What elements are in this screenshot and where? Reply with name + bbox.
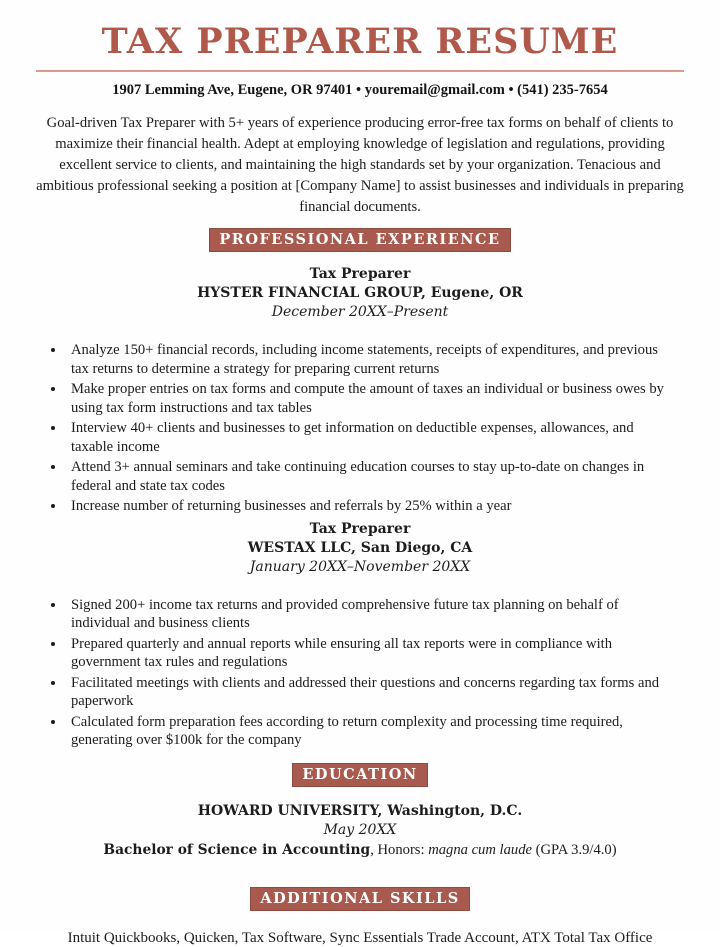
job-2-dates: January 20XX–November 20XX (249, 558, 471, 575)
section-heading-professional-experience: PROFESSIONAL EXPERIENCE (209, 228, 510, 252)
section-education-heading-row (0, 763, 720, 787)
education-honors-value: magna cum laude (428, 841, 532, 858)
job-2-bullet: • Signed 200+ income tax returns and provided comprehensive future tax planning on behalf of individual and business clients (66, 596, 678, 633)
job-1-bullet: • Increase number of returning businesses and referrals by 25% within a year (66, 497, 678, 516)
job-2-company: WESTAX LLC, San Diego, CA (247, 539, 473, 556)
job-2-bullet: • Facilitated meetings with clients and addressed their questions and concerns regarding tax forms and paperwork (66, 674, 678, 711)
job-1-company: HYSTER FINANCIAL GROUP, Eugene, OR (197, 285, 523, 301)
job-1-bullet: • Make proper entries on tax forms and compute the amount of taxes an individual or business owes by using tax form instructions and tax tables (66, 380, 678, 417)
job-2-bullet: • Prepared quarterly and annual reports while ensuring all tax reports were in compliance with government tax rules and regulations (66, 635, 678, 672)
job-2-title: Tax Preparer (309, 520, 411, 537)
job-1-bullet: • Analyze 150+ financial records, including income statements, receipts of expenditures, and previous tax returns to determine a strategy for preparing current returns (66, 341, 678, 378)
summary-paragraph: Goal-driven Tax Preparer with 5+ years of experience producing error-free tax forms on behalf of clients to maximize their financial health. Adept at employing knowledge of legislation and regulations, providing excellent service to clients, and maintaining the high standards set by your organization. Tenacious and ambitious professional seeking a position at [Company Name] to assist businesses and individuals in preparing financial documents. (36, 115, 684, 215)
job-1-bullet-list (42, 341, 678, 516)
job-1-bullet: • Attend 3+ annual seminars and take continuing education courses to stay up-to-date on changes in federal and state tax codes (66, 458, 678, 495)
education-date: May 20XX (323, 822, 397, 838)
job-1-title: Tax Preparer (309, 266, 411, 282)
job-2-bullet: • Calculated form preparation fees according to return complexity and processing time required, generating over $100k for the company (66, 713, 678, 750)
education-degree-name: Bachelor of Science in Accounting (103, 841, 371, 858)
job-1-dates: December 20XX–Present (271, 304, 449, 320)
section-skills-heading-row (0, 887, 720, 911)
job-1-heading (0, 265, 720, 322)
education-entry (0, 802, 720, 861)
education-gpa: (GPA 3.9/4.0) (531, 841, 617, 858)
job-2-bullet-list (42, 596, 678, 750)
education-degree-line (0, 841, 720, 861)
section-heading-education: EDUCATION (292, 763, 427, 787)
education-honors-label: , Honors: (370, 841, 429, 858)
title-divider (36, 70, 684, 72)
section-experience-heading-row (0, 228, 720, 252)
job-2-heading (0, 520, 720, 577)
skills-list: Intuit Quickbooks, Quicken, Tax Software, Sync Essentials Trade Account, ATX Total Tax Office (67, 930, 653, 946)
job-1-bullet: • Interview 40+ clients and businesses to get information on deductible expenses, allowances, and taxable income (66, 419, 678, 456)
education-school: HOWARD UNIVERSITY, Washington, D.C. (197, 802, 523, 819)
contact-line: 1907 Lemming Ave, Eugene, OR 97401 • youremail@gmail.com • (541) 235-7654 (112, 82, 608, 98)
section-heading-additional-skills: ADDITIONAL SKILLS (250, 887, 469, 911)
page-title: TAX PREPARER RESUME (101, 21, 619, 62)
